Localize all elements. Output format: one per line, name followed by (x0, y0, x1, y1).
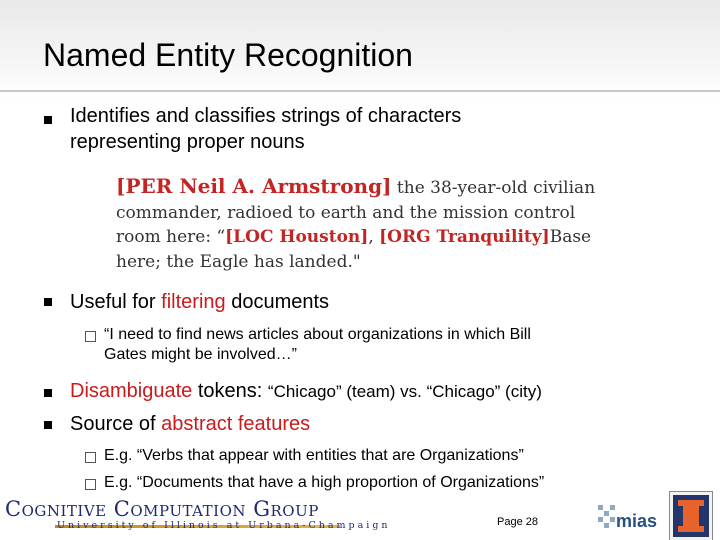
sub-bullet-quote (104, 325, 531, 365)
page-number: Page 28 (497, 516, 538, 528)
bullet-square-icon (44, 421, 52, 429)
mias-logo-text: mias (616, 511, 658, 531)
entity-tag-org: [ORG Tranquility] (379, 227, 550, 247)
slide-title: Named Entity Recognition (43, 37, 413, 73)
ner-example (116, 174, 656, 274)
bullet-text: Source of (70, 413, 162, 435)
highlight-filtering: filtering (161, 291, 226, 313)
bullet-square-icon (44, 389, 52, 397)
sub-bullet-documents: E.g. “Documents that have a high proportion of Organizations” (104, 474, 545, 491)
bullet-text: tokens: (192, 380, 268, 402)
bullet-text: Identifies and classifies strings of characters (70, 105, 462, 127)
bullet-small-text: “Chicago” (team) vs. “Chicago” (city) (267, 382, 542, 401)
bullet-square-icon (44, 116, 52, 124)
ccg-logo: Cognitive Computation Group (5, 497, 319, 521)
example-text: room here: “ (116, 227, 226, 247)
sub-text: “I need to find news articles about organizations in which Bill (104, 326, 531, 343)
bullet-disambiguate (70, 378, 542, 405)
highlight-abstract-features: abstract features (161, 413, 311, 435)
title-divider (0, 90, 720, 92)
university-text: University of Illinois at Urbana-Champaign (57, 520, 391, 531)
bullet-text: documents (225, 291, 330, 313)
sub-bullet-verbs: E.g. “Verbs that appear with entities that are Organizations” (104, 447, 524, 464)
example-text: , (368, 227, 380, 247)
bullet-useful (70, 289, 329, 315)
entity-tag-loc: [LOC Houston] (225, 227, 369, 247)
bullet-square-icon (44, 298, 52, 306)
bullet-text: Useful for (70, 291, 162, 313)
bullet-source (70, 411, 310, 437)
bullet-identifies (70, 103, 461, 155)
sub-text: Gates might be involved…” (104, 346, 297, 363)
mias-logo (598, 503, 658, 533)
highlight-disambiguate: Disambiguate (70, 380, 193, 402)
example-text: Base (549, 227, 592, 247)
example-line (116, 174, 656, 201)
checkbox-bullet-icon (85, 452, 96, 463)
block-i-icon (683, 500, 699, 532)
example-line (116, 225, 656, 250)
example-line: here; the Eagle has landed." (116, 251, 361, 272)
checkbox-bullet-icon (85, 331, 96, 342)
checkbox-bullet-icon (85, 479, 96, 490)
entity-tag-per: [PER Neil A. Armstrong] (116, 174, 392, 198)
illinois-i-logo (670, 492, 712, 540)
bullet-text: representing proper nouns (70, 131, 305, 153)
example-line: commander, radioed to earth and the mission control (116, 202, 576, 223)
example-text: the 38-year-old civilian (391, 178, 596, 198)
